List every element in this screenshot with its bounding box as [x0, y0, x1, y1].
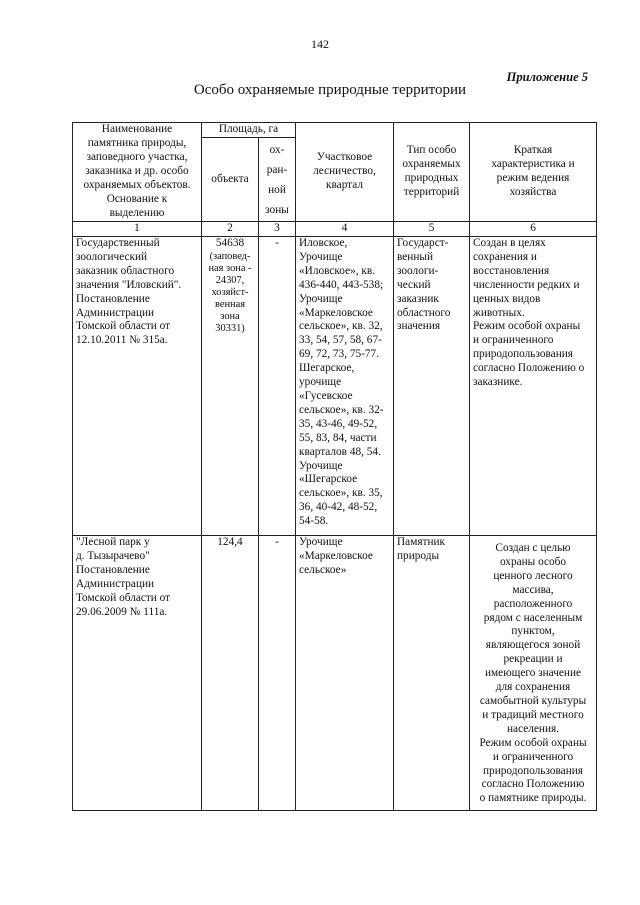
row-area-protected: - [259, 536, 296, 811]
appendix-label: Приложение 5 [506, 70, 588, 84]
column-number: 2 [202, 222, 259, 237]
row-forestry: Иловское, Урочище «Иловское», кв. 436-440, 443-538; Урочище «Маркеловское сельское», кв. 32, 33, 54, 57, 58, 67- 69, 72, 73, 75-77. Шегарское, урочище «Гусевское сельское», кв. 32- 35, 43-46, 49-52, 55, 83, 84, части кварталов 48, 54. Урочище «Шегарское сельское», кв. 35, 36, 40-42, 48-52, 54-58. [296, 237, 394, 536]
row-name: Государственный зоологический заказник областного значения "Иловский". Постановление Администрации Томской области от 12.10.2011 № 315а. [73, 237, 202, 536]
header-area-protected: ох- ран- ной зоны [259, 138, 296, 222]
header-name: Наименование памятника природы, заповедного участка, заказника и др. особо охраняемых объектов. Основание к выделению [73, 123, 202, 222]
row-area-object: 124,4 [202, 536, 259, 811]
row-type: Памятник природы [394, 536, 470, 811]
page-title: Особо охраняемые природные территории [193, 82, 467, 98]
table-row [73, 237, 597, 536]
header-description: Краткая характеристика и режим ведения хозяйства [470, 123, 597, 222]
column-number-row [73, 222, 597, 237]
row-area-protected: - [259, 237, 296, 536]
header-forestry: Участковое лесничество, квартал [296, 123, 394, 222]
table-row [73, 536, 597, 811]
column-number: 4 [296, 222, 394, 237]
header-type: Тип особо охраняемых природных территорий [394, 123, 470, 222]
page-number: 142 [311, 37, 329, 51]
row-type: Государст- венный зоологи- ческий заказник областного значения [394, 237, 470, 536]
protected-areas-table [72, 122, 597, 811]
column-number: 6 [470, 222, 597, 237]
row-area-object: 54638 (заповед- ная зона - 24307, хозяйст- венная зона 30331) [202, 237, 259, 536]
row-description: Создан в целях сохранения и восстановления численности редких и ценных видов животных. Режим особой охраны и ограниченного природопользования согласно Положению о заказнике. [470, 237, 597, 536]
row-description: Создан с целью охраны особо ценного лесного массива, расположенного рядом с населенным пунктом, являющегося зоной рекреации и имеющего значение для сохранения самобытной культуры и традиций местного населения. Режим особой охраны и ограниченного природопользования согласно Положению о памятнике природы. [470, 536, 597, 811]
header-area: Площадь, га [202, 123, 296, 138]
column-number: 5 [394, 222, 470, 237]
row-area-note: (заповед- ная зона - 24307, хозяйст- венная зона 30331) [208, 250, 252, 334]
row-forestry: Урочище «Маркеловское сельское» [296, 536, 394, 811]
header-area-object: объекта [202, 138, 259, 222]
column-number: 1 [73, 222, 202, 237]
header-row [73, 123, 597, 138]
column-number: 3 [259, 222, 296, 237]
row-name: "Лесной парк у д. Тызырачево" Постановление Администрации Томской области от 29.06.2009 № 111а. [73, 536, 202, 811]
